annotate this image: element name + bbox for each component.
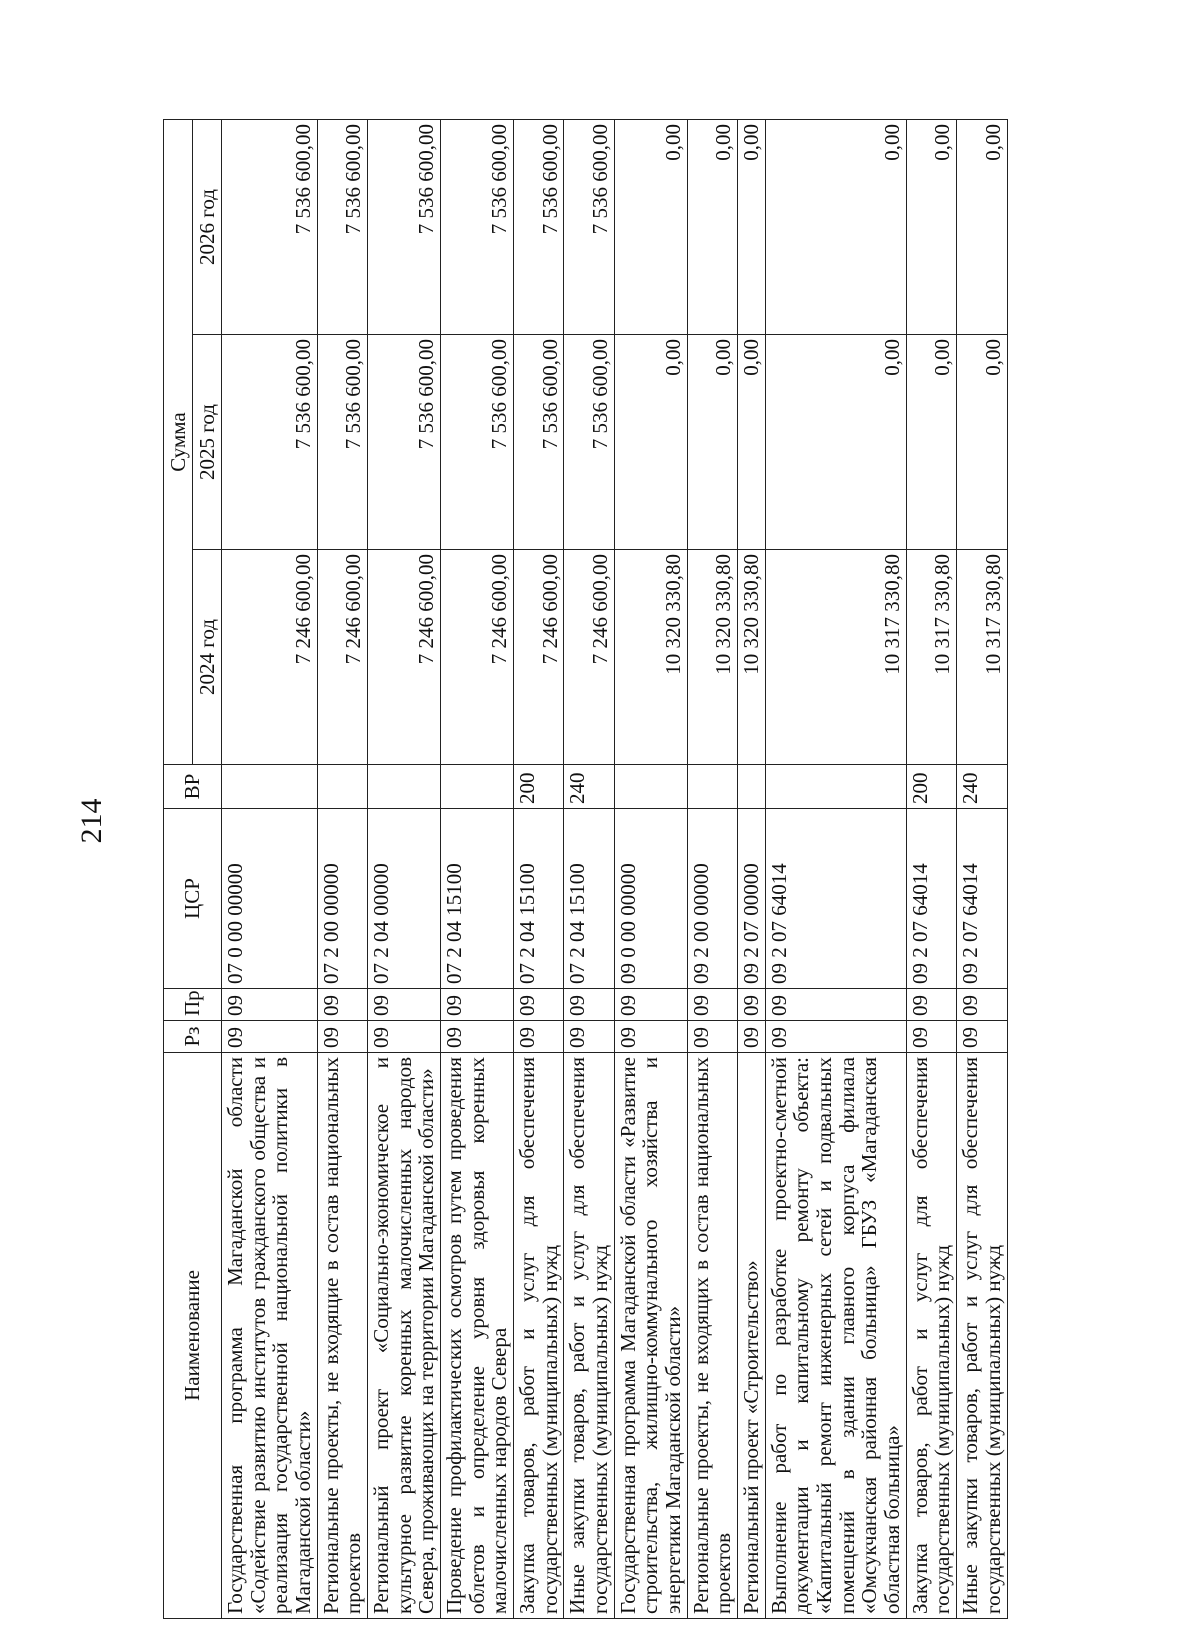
cell-csr: 09 2 07 00000: [738, 809, 766, 989]
cell-csr: 09 2 00 00000: [687, 809, 737, 989]
cell-vr: [765, 765, 906, 809]
table-row: [564, 119, 614, 1618]
header-vr: ВР: [164, 765, 222, 809]
cell-csr: 07 2 04 00000: [368, 809, 441, 989]
cell-pr: 09: [765, 989, 906, 1021]
cell-name: Региональные проекты, не входящие в состав национальных проектов: [317, 1053, 367, 1619]
header-rz: Рз: [164, 1021, 222, 1053]
cell-csr: 07 2 00 00000: [317, 809, 367, 989]
cell-csr: 09 2 07 64014: [765, 809, 906, 989]
header-year-2025: 2025 год: [193, 335, 222, 550]
cell-pr: 09: [317, 989, 367, 1021]
cell-pr: 09: [222, 989, 318, 1021]
cell-amount-2025: 0,00: [687, 335, 737, 550]
cell-pr: 09: [514, 989, 564, 1021]
cell-rz: 09: [614, 1021, 687, 1053]
cell-rz: 09: [738, 1021, 766, 1053]
cell-amount-2024: 7 246 600,00: [514, 550, 564, 765]
cell-rz: 09: [441, 1021, 514, 1053]
cell-vr: 240: [957, 765, 1007, 809]
cell-vr: 200: [514, 765, 564, 809]
cell-name: Региональный проект «Строительство»: [738, 1053, 766, 1619]
cell-amount-2026: 7 536 600,00: [222, 119, 318, 334]
cell-csr: 07 2 04 15100: [564, 809, 614, 989]
cell-rz: 09: [368, 1021, 441, 1053]
cell-name: Закупка товаров, работ и услуг для обеспечения государственных (муниципальных) нужд: [514, 1053, 564, 1619]
cell-pr: 09: [368, 989, 441, 1021]
cell-csr: 09 2 07 64014: [906, 809, 956, 989]
budget-table: [163, 119, 1008, 1619]
header-sum: Сумма: [164, 119, 193, 764]
cell-amount-2025: 0,00: [765, 335, 906, 550]
cell-rz: 09: [317, 1021, 367, 1053]
cell-amount-2025: 0,00: [738, 335, 766, 550]
cell-rz: 09: [222, 1021, 318, 1053]
cell-amount-2025: 0,00: [906, 335, 956, 550]
cell-vr: [687, 765, 737, 809]
cell-amount-2026: 7 536 600,00: [317, 119, 367, 334]
cell-amount-2026: 7 536 600,00: [368, 119, 441, 334]
cell-vr: [441, 765, 514, 809]
table-row: [738, 119, 766, 1618]
cell-amount-2025: 0,00: [614, 335, 687, 550]
cell-vr: 200: [906, 765, 956, 809]
table-row: [514, 119, 564, 1618]
rotated-table-container: [163, 120, 1098, 1619]
cell-amount-2026: 0,00: [614, 119, 687, 334]
table-row: [317, 119, 367, 1618]
cell-amount-2024: 7 246 600,00: [222, 550, 318, 765]
table-row: [222, 119, 318, 1618]
cell-rz: 09: [765, 1021, 906, 1053]
cell-name: Выполнение работ по разработке проектно-сметной документации и капитальному ремонту объекта: «Капитальный ремонт инженерных сетей и подвальных помещений в здании главного корпуса филиала «Омсукчанская районная больница» ГБУЗ «Магаданская областная больница»: [765, 1053, 906, 1619]
cell-pr: 09: [738, 989, 766, 1021]
cell-vr: [368, 765, 441, 809]
table-row: [687, 119, 737, 1618]
header-year-2024: 2024 год: [193, 550, 222, 765]
cell-name: Государственная программа Магаданской области «Содействие развитию институтов гражданского общества и реализация государственной национальной политики в Магаданской области»: [222, 1053, 318, 1619]
cell-vr: 240: [564, 765, 614, 809]
cell-rz: 09: [514, 1021, 564, 1053]
cell-amount-2024: 10 320 330,80: [738, 550, 766, 765]
table-body: [222, 119, 1008, 1618]
cell-csr: 09 0 00 00000: [614, 809, 687, 989]
cell-rz: 09: [906, 1021, 956, 1053]
header-csr: ЦСР: [164, 809, 222, 989]
cell-name: Государственная программа Магаданской области «Развитие строительства, жилищно-коммунального хозяйства и энергетики Магаданской области»: [614, 1053, 687, 1619]
cell-amount-2024: 7 246 600,00: [441, 550, 514, 765]
header-name: Наименование: [164, 1053, 222, 1619]
cell-csr: 07 0 00 00000: [222, 809, 318, 989]
table-row: [765, 119, 906, 1618]
cell-amount-2025: 7 536 600,00: [317, 335, 367, 550]
cell-amount-2025: 7 536 600,00: [564, 335, 614, 550]
cell-vr: [222, 765, 318, 809]
cell-pr: 09: [687, 989, 737, 1021]
header-pr: Пр: [164, 989, 222, 1021]
cell-csr: 07 2 04 15100: [514, 809, 564, 989]
cell-amount-2026: 7 536 600,00: [514, 119, 564, 334]
cell-amount-2024: 7 246 600,00: [368, 550, 441, 765]
cell-pr: 09: [957, 989, 1007, 1021]
cell-csr: 07 2 04 15100: [441, 809, 514, 989]
cell-amount-2026: 0,00: [738, 119, 766, 334]
table-row: [957, 119, 1007, 1618]
cell-amount-2024: 7 246 600,00: [317, 550, 367, 765]
cell-name: Иные закупки товаров, работ и услуг для обеспечения государственных (муниципальных) нужд: [564, 1053, 614, 1619]
header-year-2026: 2026 год: [193, 119, 222, 334]
cell-amount-2025: 7 536 600,00: [222, 335, 318, 550]
cell-amount-2024: 10 317 330,80: [906, 550, 956, 765]
cell-amount-2024: 10 317 330,80: [765, 550, 906, 765]
cell-rz: 09: [564, 1021, 614, 1053]
cell-amount-2025: 0,00: [957, 335, 1007, 550]
cell-name: Региональные проекты, не входящих в состав национальных проектов: [687, 1053, 737, 1619]
cell-name: Проведение профилактических осмотров путем проведения облетов и определение уровня здоровья коренных малочисленных народов Севера: [441, 1053, 514, 1619]
cell-pr: 09: [906, 989, 956, 1021]
table-row: [906, 119, 956, 1618]
cell-pr: 09: [441, 989, 514, 1021]
cell-amount-2026: 0,00: [957, 119, 1007, 334]
cell-rz: 09: [687, 1021, 737, 1053]
cell-amount-2026: 7 536 600,00: [441, 119, 514, 334]
cell-amount-2026: 0,00: [687, 119, 737, 334]
cell-pr: 09: [564, 989, 614, 1021]
cell-pr: 09: [614, 989, 687, 1021]
cell-rz: 09: [957, 1021, 1007, 1053]
cell-name: Региональный проект «Социально-экономическое и культурное развитие коренных малочисленных народов Севера, проживающих на территории Магаданской области»: [368, 1053, 441, 1619]
cell-amount-2024: 7 246 600,00: [564, 550, 614, 765]
cell-name: Закупка товаров, работ и услуг для обеспечения государственных (муниципальных) нужд: [906, 1053, 956, 1619]
cell-name: Иные закупки товаров, работ и услуг для обеспечения государственных (муниципальных) нужд: [957, 1053, 1007, 1619]
cell-amount-2026: 7 536 600,00: [564, 119, 614, 334]
cell-amount-2025: 7 536 600,00: [368, 335, 441, 550]
cell-amount-2025: 7 536 600,00: [514, 335, 564, 550]
cell-amount-2025: 7 536 600,00: [441, 335, 514, 550]
table-row: [368, 119, 441, 1618]
cell-amount-2026: 0,00: [906, 119, 956, 334]
cell-amount-2026: 0,00: [765, 119, 906, 334]
cell-amount-2024: 10 317 330,80: [957, 550, 1007, 765]
cell-vr: [738, 765, 766, 809]
table-row: [614, 119, 687, 1618]
table-row: [441, 119, 514, 1618]
cell-vr: [614, 765, 687, 809]
cell-amount-2024: 10 320 330,80: [687, 550, 737, 765]
cell-vr: [317, 765, 367, 809]
cell-amount-2024: 10 320 330,80: [614, 550, 687, 765]
cell-csr: 09 2 07 64014: [957, 809, 1007, 989]
page-number: 214: [75, 798, 108, 844]
